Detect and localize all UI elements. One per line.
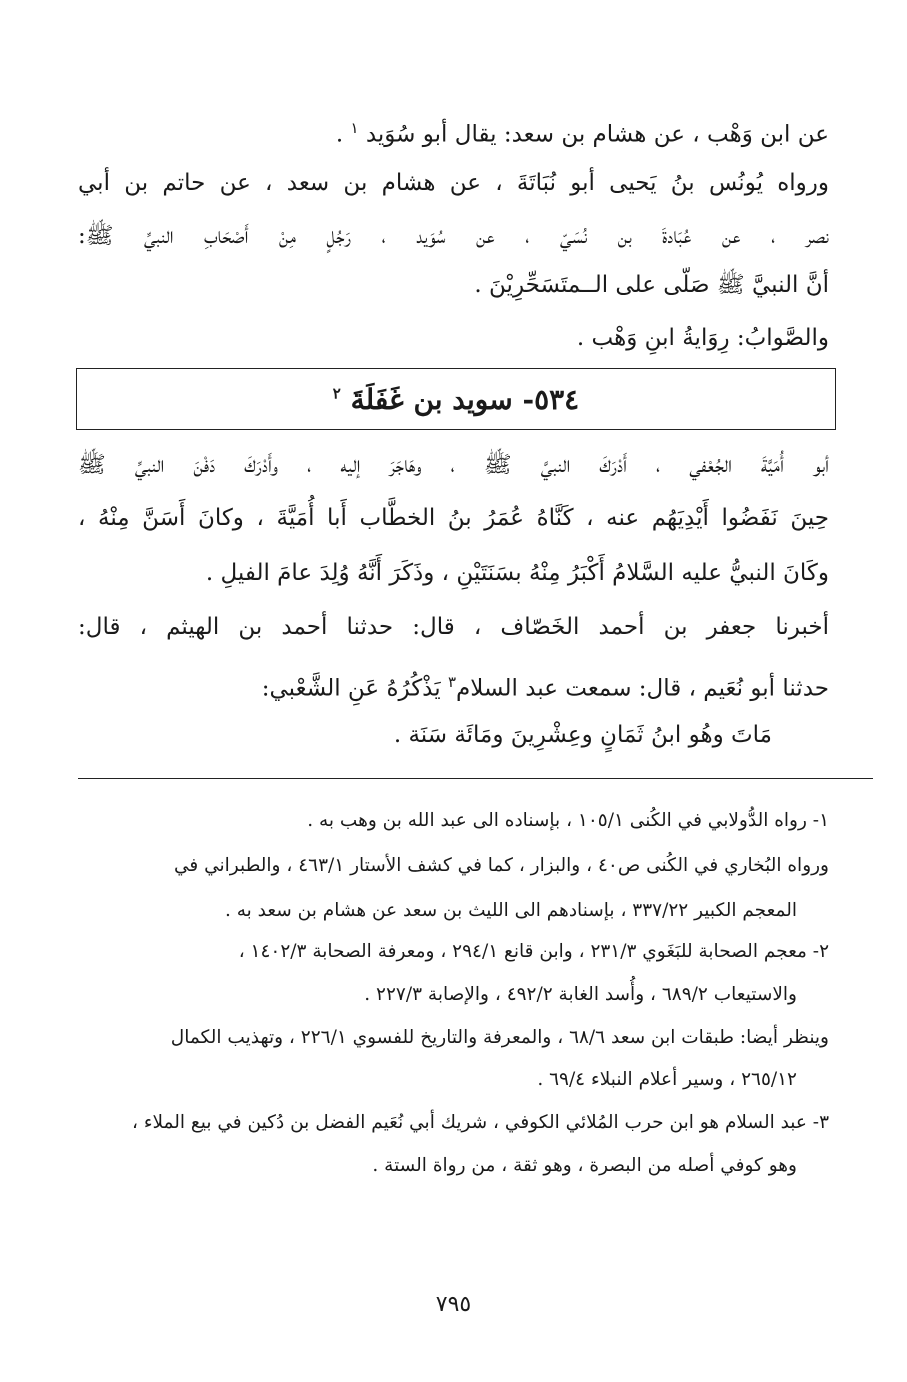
footnote-1-line-3: المعجم الكبير ٣٣٧/٢٢ ، بإسنادهم الى الليث بن سعد عن هشام بن سعد به . (224, 900, 797, 921)
footnote-3-line-2: وهو كوفي أصله من البصرة ، وهو ثقة ، من رواة الستة . (372, 1155, 797, 1176)
footnote-1-line-2: ورواه البُخاري في الكُنى ص٤٠ ، والبزار ، كما في كشف الأستار ٤٦٣/١ ، والطبراني في (173, 855, 829, 876)
footnote-separator (78, 778, 873, 779)
entry-heading-text: ٥٣٤- سويد بن غَفَلَةَ (350, 382, 580, 416)
continuation-line-5: والصَّوابُ: رِوَايةُ ابنِ وَهْب . (576, 325, 829, 351)
entry-line-5-text-b: يَذْكُرُهُ عَنِ الشَّعْبي: (261, 675, 441, 702)
entry-line-5-text-a: حدثنا أبو نُعَيم ، قال: سمعت عبد السلام (456, 675, 829, 702)
entry-line-3: وكَانَ النبيُّ عليه السَّلامُ أَكْبَرُ مِنْهُ بسَنَتَيْنِ ، وذَكَرَ أَنَّهُ وُلِدَ عامَ الفيلِ . (205, 560, 829, 586)
footnote-1-line-1: ١- رواه الدُّولابي في الكُنى ١٠٥/١ ، بإسناده الى عبد الله بن وهب به . (307, 810, 829, 831)
continuation-line-2: ورواه يُونُس بنُ يَحيى أبو نُبَاتَةَ ، عن هشام بن سعد ، عن حاتم بن أبي (78, 170, 829, 196)
entry-heading-box (76, 368, 836, 430)
sentence-end: . (335, 121, 344, 148)
continuation-text: عن ابن وَهْب ، عن هشام بن سعد: يقال أبو سُوَيد (365, 121, 829, 148)
entry-line-1: أبو أُمَيَّةَ الجُعْفي ، أَدْرَكَ النبيَّ ﷺ ، وهَاجَرَ إليه ، وأَدْرَكَ دَفْنَ النبيِّ ﷺ (78, 452, 829, 478)
entry-line-4: أخبرنا جعفر بن أحمد الخَصّاف ، قال: حدثنا أحمد بن الهيثم ، قال: (78, 614, 829, 640)
footnote-2-line-1: ٢- معجم الصحابة للبَغَوي ٢٣١/٣ ، وابن قانع ٢٩٤/١ ، ومعرفة الصحابة ١٤٠٢/٣ ، (238, 941, 829, 962)
entry-heading (333, 383, 579, 416)
footnote-2-line-3: وينظر أيضا: طبقات ابن سعد ٦٨/٦ ، والمعرفة والتاريخ للفسوي ٢٢٦/١ ، وتهذيب الكمال (170, 1027, 829, 1048)
entry-line-6: مَاتَ وهُو ابنُ ثَمَانٍ وعِشْرِينَ ومَائَة سَنَة . (393, 722, 772, 748)
continuation-line-1 (336, 111, 829, 152)
footnote-2-line-4: ٢٦٥/١٢ ، وسير أعلام النبلاء ٦٩/٤ . (537, 1069, 797, 1090)
entry-line-2: حِينَ نَفَضُوا أَيْدِيَهُم عنه ، كَنَّاهُ عُمَرُ بنُ الخطَّاب أَبا أُمَيَّةَ ، وكانَ أَسَنَّ مِنْهُ ، (78, 505, 829, 531)
footnote-ref-2: ٢ (332, 384, 341, 403)
footnote-ref-1: ١ (350, 119, 359, 137)
continuation-line-4: أنَّ النبيَّ ﷺ صَلّى على الــمتَسَحِّرِيْنَ . (474, 272, 829, 298)
footnote-ref-3: ٣ (447, 673, 456, 691)
entry-line-5 (262, 665, 829, 706)
footnote-2-line-2: والاستيعاب ٦٨٩/٢ ، وأُسد الغابة ٤٩٢/٢ ، والإصابة ٢٢٧/٣ . (364, 984, 797, 1005)
page-number: ٧٩٥ (435, 1292, 472, 1317)
footnote-3-line-1: ٣- عبد السلام هو ابن حرب المُلائي الكوفي ، شريك أبي نُعَيم الفضل بن دُكين في بيع الملاء ، (131, 1112, 829, 1133)
continuation-line-3: نصر ، عن عُبَادةَ بن نُسَيّ ، عن سُوَيد ، رَجُلٍ مِنْ أَصْحَابِ النبيِّ ﷺ: (78, 223, 829, 249)
